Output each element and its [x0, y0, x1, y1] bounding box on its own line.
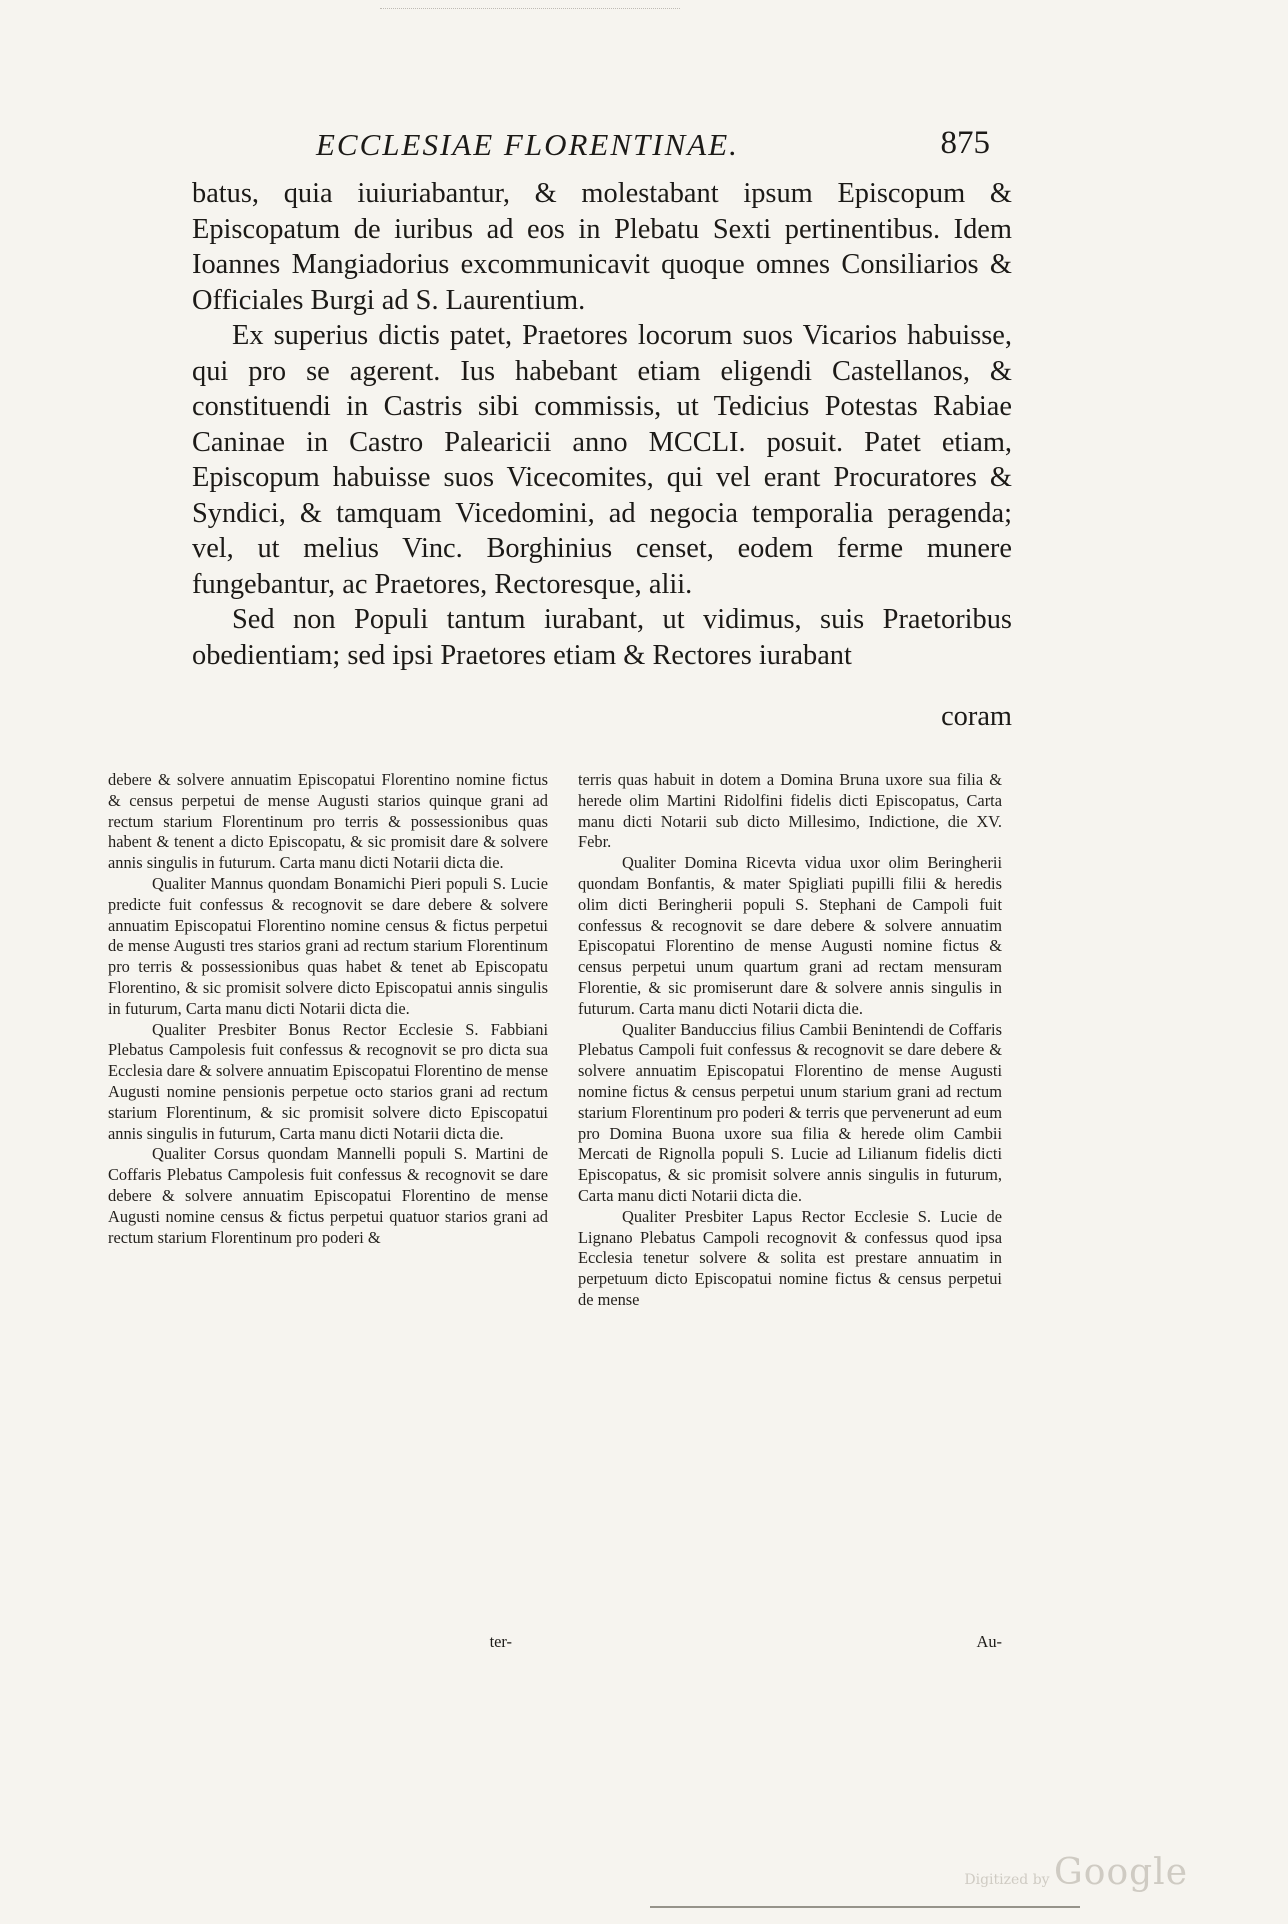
- page-header: [190, 125, 990, 169]
- footnote-left-1: debere & solvere annuatim Episcopatui Florentino nomine fictus & census perpetui de mense Augusti starios quinque grani ad rectum starium Florentinum pro terris & possessionibus quas habent & tenent a dicto Episcopatu, & sic promisit dare & solvere annis singulis in futurum. Carta manu dicti Notarii dicta die.: [108, 770, 548, 873]
- main-paragraph-2: Ex superius dictis patet, Praetores locorum suos Vicarios habuisse, qui pro se agerent. Ius habebant etiam eligendi Castellanos, & constituendi in Castris sibi commissis, ut Tedicius Potestas Rabiae Caninae in Castro Palearicii anno MCCLI. posuit. Patet etiam, Episcopum habuisse suos Vicecomites, qui vel erant Procuratores & Syndici, & tamquam Vicedomini, ad negocia temporalia peragenda; vel, ut melius Vinc. Borghinius censet, eodem ferme munere fungebantur, ac Praetores, Rectoresque, alii.: [192, 320, 1012, 600]
- scan-speck: [380, 8, 680, 11]
- watermark-prefix: Digitized by: [964, 1872, 1050, 1888]
- footnote-right-4: Qualiter Presbiter Lapus Rector Ecclesie S. Lucie de Lignano Plebatus Campoli recognovit & confessus quod ipsa Ecclesia tenetur solvere & solita est prestare annuatim in perpetuum dicto Episcopatui nomine fictus & census perpetui de mense: [578, 1206, 1002, 1309]
- main-paragraph-1: batus, quia iuiuriabantur, & molestabant ipsum Episcopum & Episcopatum de iuribus ad eos in Plebatu Sexti pertinentibus. Idem Ioannes Mangiadorius excommunicavit quoque omnes Consiliarios & Officiales Burgi ad S. Laurentium.: [192, 178, 1012, 316]
- footnote-right-catchword: Au-: [976, 1632, 1002, 1651]
- footnote-left-2: Qualiter Mannus quondam Bonamichi Pieri populi S. Lucie predicte fuit confessus & recognovit se dare debere & solvere annuatim Episcopatui Florentino nomine census & fictus perpetui de mense Augusti tres starios grani ad rectum starium Florentinum pro terris & possessionibus quas habet & tenet ab Episcopatu Florentino, & sic promisit solvere dicto Episcopatui annis singulis in futurum, Carta manu dicti Notarii dicta die.: [108, 873, 548, 1018]
- digitization-watermark: [964, 1852, 1188, 1893]
- main-paragraph-3: Sed non Populi tantum iurabant, ut vidimus, suis Praetoribus obedientiam; sed ipsi Praetores etiam & Rectores iurabant: [192, 604, 1012, 671]
- running-head: ECCLESIAE FLORENTINAE.: [316, 127, 739, 162]
- footnote-right-3: Qualiter Banduccius filius Cambii Benintendi de Coffaris Plebatus Campoli fuit confessus & recognovit se dare debere & solvere annuatim Episcopatui Florentino de mense Augusti nomine fictus & census perpetui unum starium grani ad rectum starium Florentinum pro poderi & terris que pervenerunt ad eum pro Domina Buona uxore sua filia & herede olim Cambii Mercati de Rignolla populi S. Lucie ad Lilianum fidelis dicti Episcopatus, & sic promisit solvere annis singulis in futurum, Carta manu dicti Notarii dicta die.: [578, 1019, 1002, 1205]
- main-text-block: [192, 176, 1012, 673]
- footnote-column-right: [578, 770, 1002, 1311]
- main-catchword: coram: [941, 701, 1012, 732]
- footnote-right-2: Qualiter Domina Ricevta vidua uxor olim Beringherii quondam Bonfantis, & mater Spigliati pupilli filii & heredis olim dicti Beringherii populi S. Stephani de Campoli fuit confessus & recognovit se dare debere & solvere annuatim Episcopatui Florentino de mense Augusti nomine fictus & census perpetui unum quartum grani ad rectam mensuram Florentie, & sic promiserunt dare & solvere annis singulis in futurum. Carta manu dicti Notarii dicta die.: [578, 853, 1002, 1018]
- page-number: 875: [940, 125, 990, 161]
- footnote-column-left: [108, 770, 548, 1248]
- footnote-left-3: Qualiter Presbiter Bonus Rector Ecclesie S. Fabbiani Plebatus Campolesis fuit confessus & recognovit se pro dicta sua Ecclesia dare & solvere annuatim Episcopatui Florentino de mense Augusti nomine pensionis perpetue octo starios grani ad rectum starium Florentinum, & sic promisit solvere dicto Episcopatui annis singulis in futurum, Carta manu dicti Notarii dicta die.: [108, 1019, 548, 1143]
- watermark-brand: Google: [1054, 1852, 1188, 1893]
- scan-edge-line: [650, 1906, 1080, 1908]
- footnote-left-4: Qualiter Corsus quondam Mannelli populi S. Martini de Coffaris Plebatus Campolesis fuit confessus & recognovit se dare debere & solvere annuatim Episcopatui Florentino de mense Augusti nomine census & fictus perpetui quatuor starios grani ad rectum starium Florentinum pro poderi &: [108, 1144, 548, 1247]
- footnote-left-catchword: ter-: [489, 1632, 512, 1651]
- footnote-right-1: terris quas habuit in dotem a Domina Bruna uxore sua filia & herede olim Martini Ridolfini fidelis dicti Episcopatus, Carta manu dicti Notarii sub dicto Millesimo, Indictione, die XV. Febr.: [578, 770, 1002, 852]
